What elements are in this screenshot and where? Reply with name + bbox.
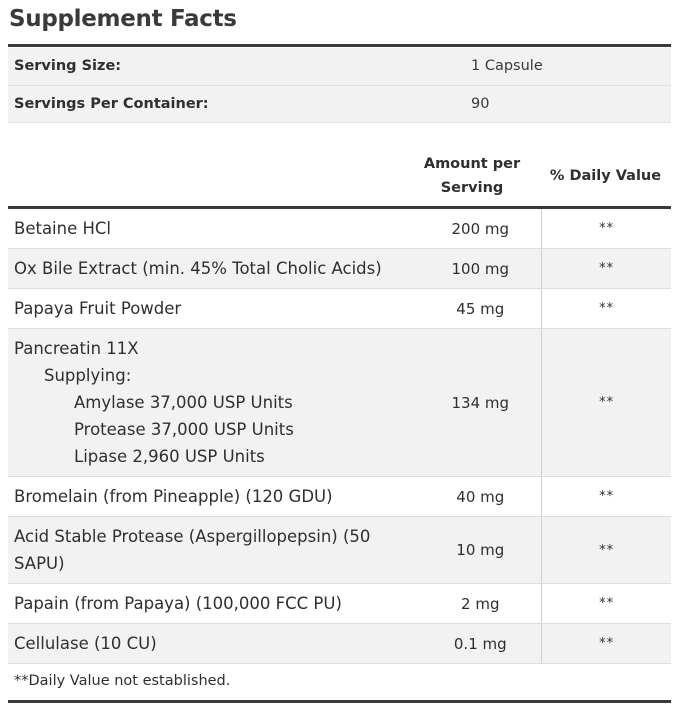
nutrient-name-text: Ox Bile Extract (min. 45% Total Cholic Acids) xyxy=(14,259,382,278)
nutrient-name-text: Acid Stable Protease (Aspergillopepsin) (50 xyxy=(14,527,371,546)
nutrient-amount: 45 mg xyxy=(456,299,505,318)
nutrient-name-text: Bromelain (from Pineapple) (120 GDU) xyxy=(14,487,333,506)
nutrient-name xyxy=(8,329,419,476)
table-row xyxy=(8,477,671,517)
serving-bottom-divider xyxy=(8,122,671,123)
nutrient-amount: 0.1 mg xyxy=(453,634,507,653)
table-row xyxy=(8,584,671,624)
serving-size-label: Serving Size: xyxy=(14,58,122,74)
nutrient-amount: 2 mg xyxy=(461,594,500,613)
nutrient-daily-value: ** xyxy=(541,249,671,288)
column-header-daily-value: % Daily Value xyxy=(549,168,662,184)
nutrient-daily-value: ** xyxy=(541,517,671,583)
serving-size-value: 1 Capsule xyxy=(471,58,543,74)
nutrient-daily-value: ** xyxy=(541,289,671,328)
servings-per-container-value: 90 xyxy=(471,96,490,112)
nutrient-amount: 100 mg xyxy=(451,259,510,278)
nutrient-name xyxy=(8,624,419,663)
servings-per-container-row xyxy=(8,86,671,123)
nutrient-name-text: Betaine HCl xyxy=(14,219,112,238)
nutrient-name-text: Papain (from Papaya) (100,000 FCC PU) xyxy=(14,594,342,613)
bottom-divider xyxy=(8,700,671,703)
nutrient-name xyxy=(8,209,419,248)
table-row xyxy=(8,249,671,289)
nutrient-daily-value: ** xyxy=(541,329,671,476)
table-row xyxy=(8,289,671,329)
nutrient-amount: 134 mg xyxy=(451,393,510,412)
panel-title: Supplement Facts xyxy=(9,6,237,32)
nutrient-daily-value: ** xyxy=(541,584,671,623)
table-row xyxy=(8,517,671,584)
nutrient-name xyxy=(8,289,419,328)
nutrient-amount: 200 mg xyxy=(451,219,510,238)
nutrient-name xyxy=(8,249,419,288)
column-header-amount-line1: Amount per xyxy=(423,156,521,172)
nutrient-sub-item: Amylase 37,000 USP Units xyxy=(74,393,293,412)
nutrient-daily-value: ** xyxy=(541,209,671,248)
servings-per-container-label: Servings Per Container: xyxy=(14,96,209,112)
nutrient-name-text: Papaya Fruit Powder xyxy=(14,299,182,318)
nutrient-amount: 10 mg xyxy=(456,541,505,559)
title-divider xyxy=(8,44,671,47)
nutrient-name xyxy=(8,517,419,583)
nutrient-name-text: Cellulase (10 CU) xyxy=(14,634,157,653)
nutrient-name-text-continued: SAPU) xyxy=(14,554,65,573)
nutrient-sub-item: Protease 37,000 USP Units xyxy=(74,420,294,439)
table-row xyxy=(8,329,671,477)
table-row xyxy=(8,209,671,249)
nutrient-daily-value: ** xyxy=(541,477,671,516)
nutrient-sub-label: Supplying: xyxy=(44,366,132,385)
nutrient-name-text: Pancreatin 11X xyxy=(14,339,139,358)
nutrient-amount: 40 mg xyxy=(456,487,505,506)
column-header-amount xyxy=(420,152,524,200)
column-header-amount-line2: Serving xyxy=(440,180,504,196)
nutrient-daily-value: ** xyxy=(541,624,671,663)
serving-size-row xyxy=(8,48,671,85)
footnote: **Daily Value not established. xyxy=(14,673,231,689)
table-row xyxy=(8,624,671,664)
nutrient-name xyxy=(8,584,419,623)
nutrient-sub-item: Lipase 2,960 USP Units xyxy=(74,447,265,466)
nutrient-name xyxy=(8,477,419,516)
nutrient-table xyxy=(8,209,671,664)
